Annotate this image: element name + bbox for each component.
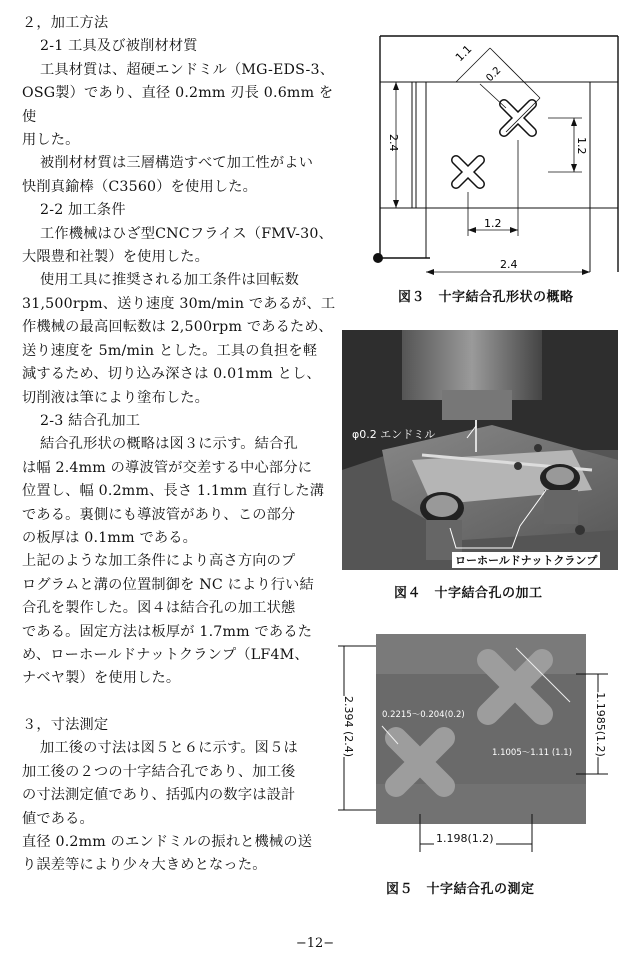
text-line: 快削真鍮棒（C3560）を使用した。 (22, 178, 257, 195)
text-line: 合孔を製作した。図４は結合孔の加工状態 (22, 600, 296, 617)
text-line: ３，寸法測定 (22, 717, 109, 733)
figure-4-photo (342, 330, 618, 570)
text-line: ログラムと溝の位置制御を NC により行い結 (22, 576, 314, 593)
figure-3-caption: 図３ 十字結合孔形状の概略 (398, 290, 574, 305)
fig3-dim-left: 2.4 (387, 134, 400, 152)
text-line: 大隈豊和社製）を使用した。 (22, 249, 210, 266)
text-line: 2-3 結合孔加工 (40, 412, 141, 429)
text-line: である。固定方法は板厚が 1.7mm であるた (22, 623, 313, 640)
text-line: 値である。 (22, 810, 94, 827)
text-line: 被削材材質は三層構造すべて加工性がよい (40, 155, 314, 172)
text-line: 結合孔形状の概略は図３に示す。結合孔 (40, 436, 298, 453)
fig3-dim-0-2: 0.2 (484, 65, 504, 85)
text-line: 使用工具に推奨される加工条件は回転数 (40, 272, 299, 289)
text-line: ナベヤ製）を使用した。 (22, 670, 181, 687)
text-line: 位置し、幅 0.2mm、長さ 1.1mm 直行した溝 (22, 483, 325, 500)
text-line: 2-1 工具及び被削材材質 (40, 38, 198, 55)
text-line: め、ローホールドナットクランプ（LF4M、 (22, 646, 309, 663)
text-line: 工作機械はひざ型CNCフライス（FMV-30、 (40, 225, 333, 242)
text-line: り誤差等により少々大きめとなった。 (22, 857, 267, 874)
text-line: の寸法測定値であり、括弧内の数字は設計 (22, 787, 296, 804)
text-line: 送り速度を 5m/min とした。工具の負担を軽 (22, 342, 318, 359)
text-line: の板厚は 0.1mm である。 (22, 529, 197, 546)
fig5-dim-left: 2.394 (2.4) (342, 695, 356, 758)
fig5-dim-bottom: 1.198(1.2) (436, 832, 494, 845)
text-line: である。裏側にも導波管があり、この部分 (22, 506, 296, 523)
text-line: 加工後の２つの十字結合孔であり、加工後 (22, 763, 296, 780)
body-text-column (22, 12, 340, 691)
fig3-dim-bottom-2-4: 2.4 (500, 258, 518, 271)
figure-3-diagram (360, 22, 622, 284)
text-line: 直径 0.2mm のエンドミルの振れと機械の送 (22, 834, 313, 851)
fig3-dim-right: 1.2 (575, 137, 588, 155)
text-line: ２，加工方法 (22, 15, 109, 31)
page-number: −12− (295, 936, 335, 951)
text-line: 切削液は筆により塗布した。 (22, 389, 210, 406)
fig3-dim-bottom: 1.2 (484, 217, 502, 230)
text-line: 2-2 加工条件 (40, 202, 126, 219)
fig4-label-clamp: ローホールドナットクランプ (452, 552, 600, 568)
fig5-label-length: 1.1005～1.11 (1.1) (492, 748, 573, 758)
text-line: 加工後の寸法は図５と６に示す。図５は (40, 740, 298, 757)
figure-5-photo (336, 634, 626, 866)
fig5-label-width: 0.2215～0.204(0.2) (382, 710, 465, 720)
fig4-label-endmill: φ0.2 エンドミル (352, 428, 436, 441)
text-line: 上記のような加工条件により高さ方向のプ (22, 553, 296, 570)
text-line: 用した。 (22, 132, 80, 149)
text-line: は幅 2.4mm の導波管が交差する中心部分に (22, 459, 313, 476)
body-text-column-2 (22, 714, 340, 878)
text-line: 工具材質は、超硬エンドミル（MG-EDS-3、 (40, 61, 335, 78)
text-line: 減するため、切り込み深さは 0.01mm とし、 (22, 366, 321, 383)
text-line: 作機械の最高回転数は 2,500rpm であるため、 (22, 319, 333, 336)
fig5-dim-right: 1.1985(1.2) (593, 692, 607, 757)
text-line: OSG製）であり、直径 0.2mm 刃長 0.6mm を使 (22, 85, 334, 125)
text-line: 31,500rpm、送り速度 30m/min であるが、工 (22, 295, 336, 312)
figure-5-caption: 図５ 十字結合孔の測定 (386, 882, 535, 897)
figure-4-caption: 図４ 十字結合孔の加工 (394, 586, 543, 601)
fig3-dim-1-1: 1.1 (452, 42, 475, 65)
